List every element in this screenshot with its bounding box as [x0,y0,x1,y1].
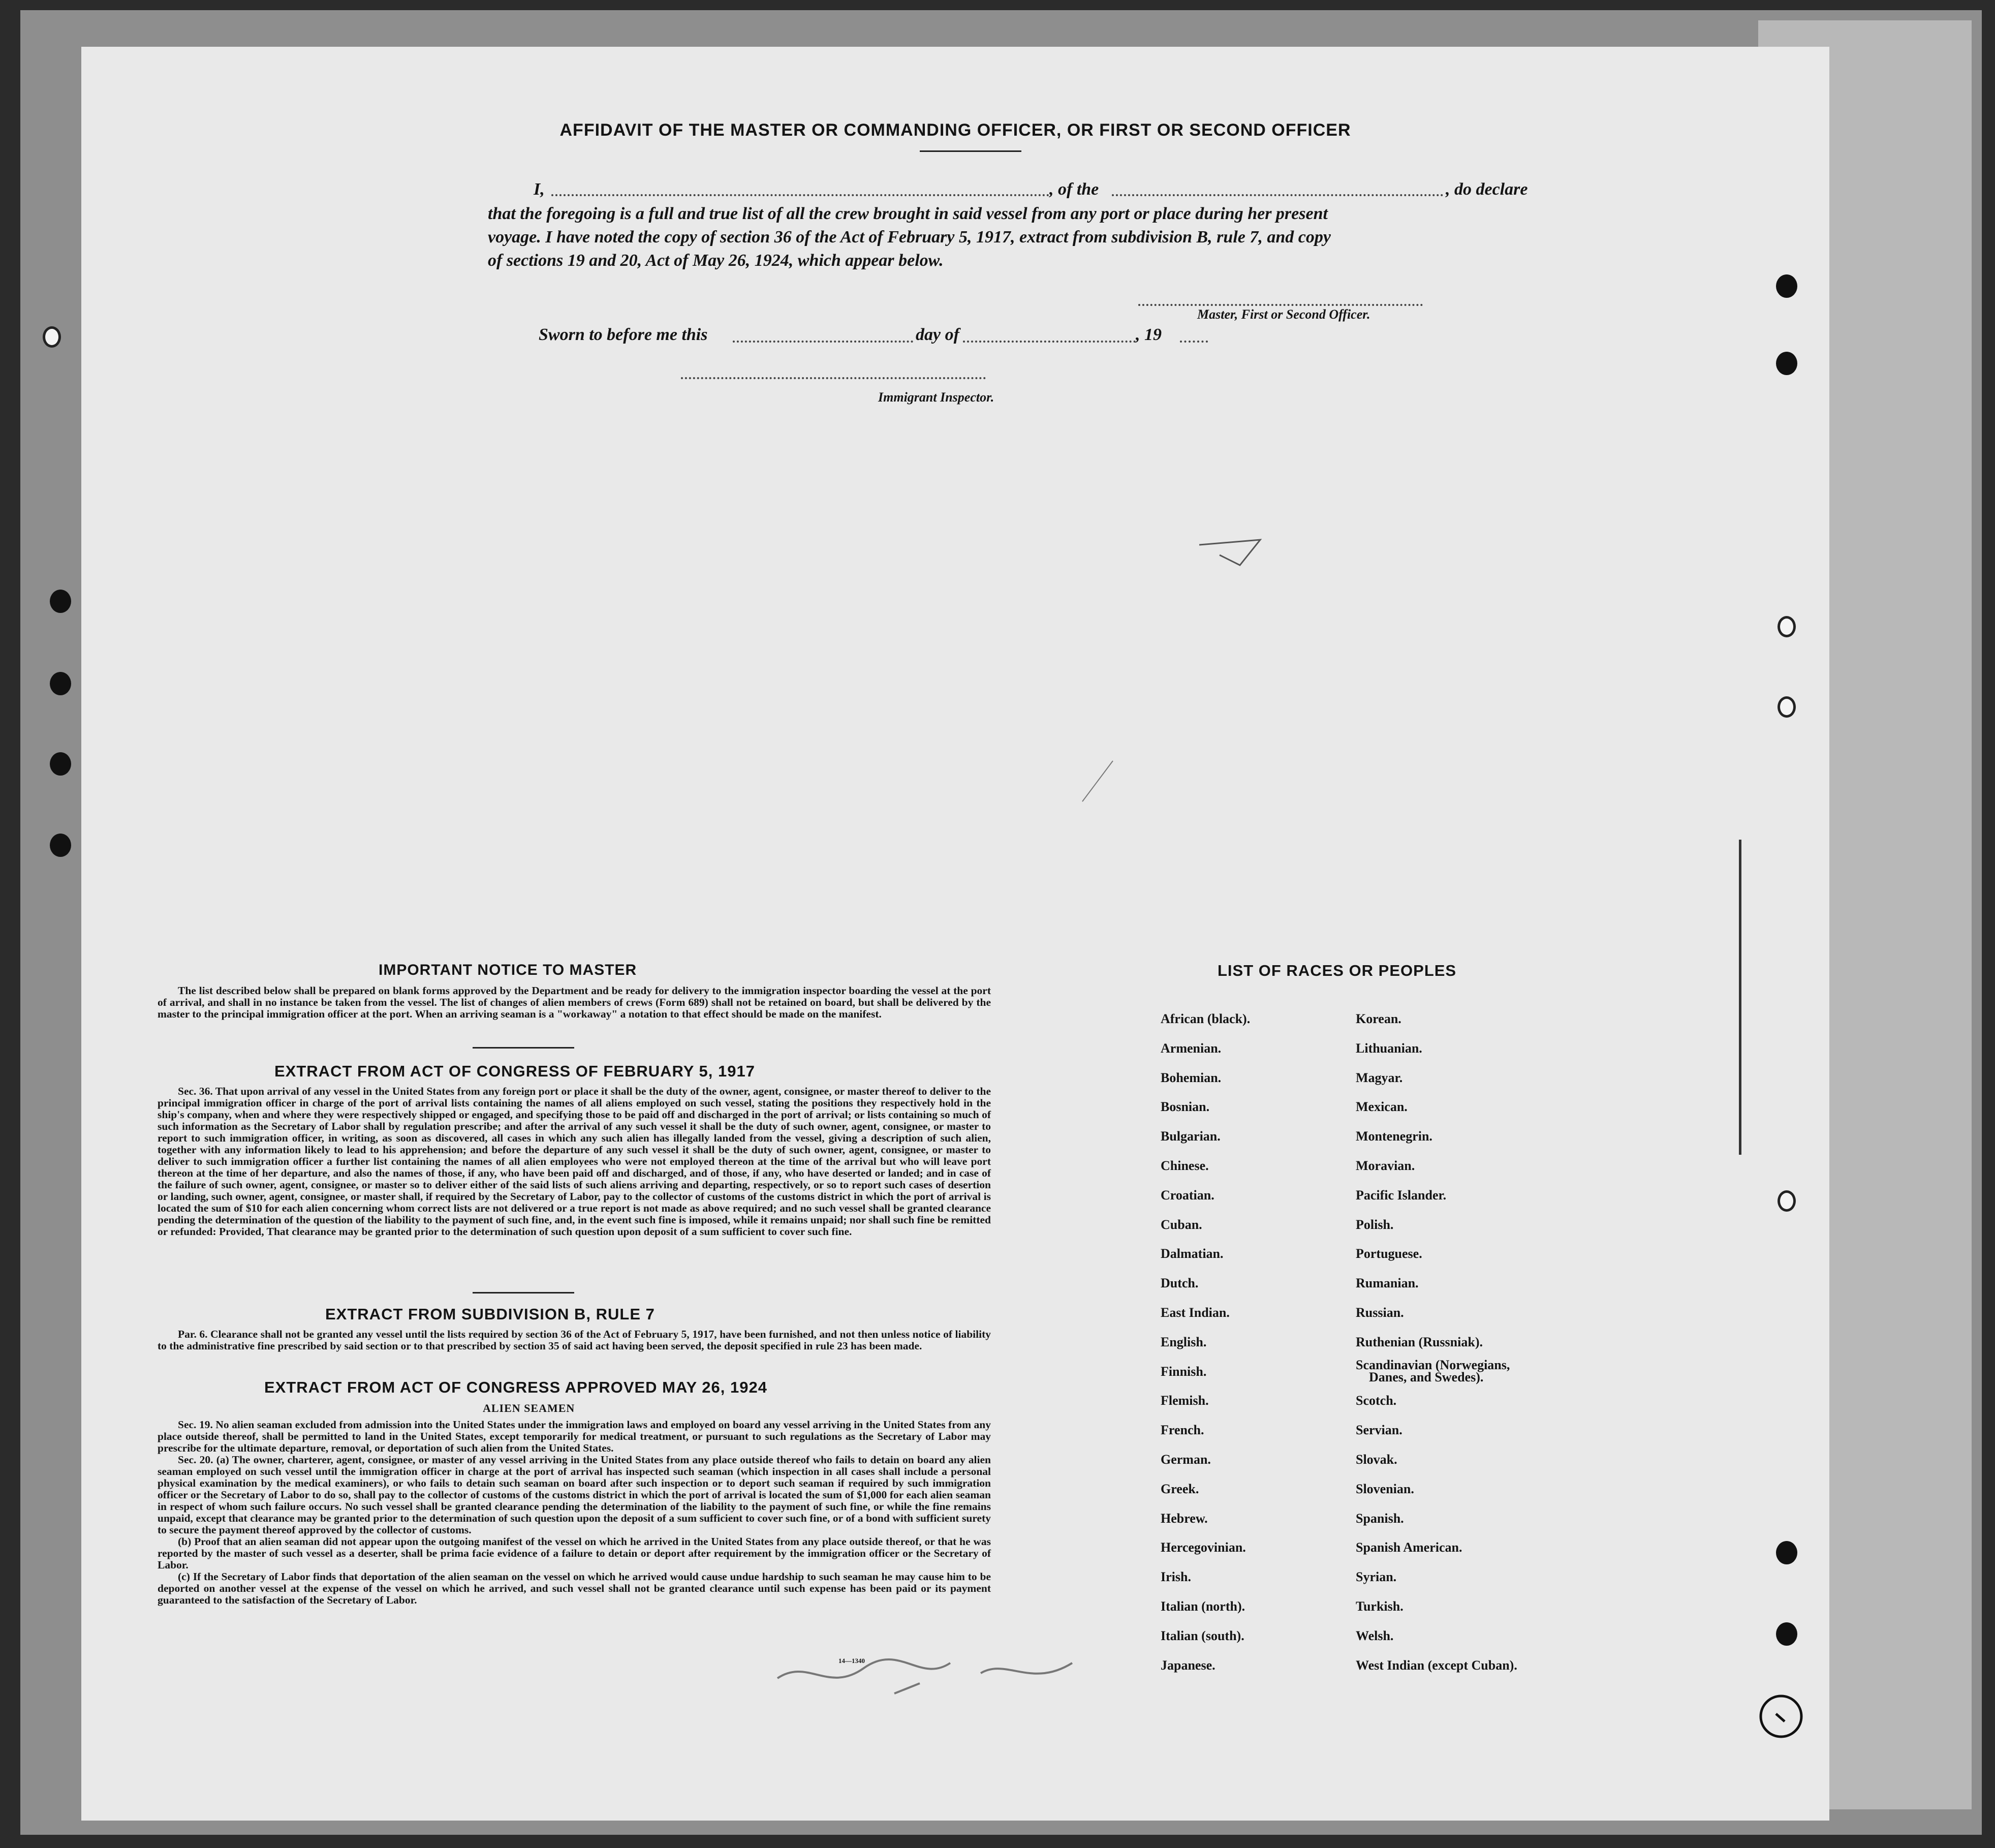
race-item: Armenian. [1161,1040,1222,1056]
race-item: Hebrew. [1161,1511,1208,1526]
race-item: Moravian. [1356,1158,1415,1173]
section-36-paragraph: Sec. 36. That upon arrival of any vessel in the United States from any foreign port or place it shall be the duty of the owner, agent, consignee, or master thereof to deliver to the principal immigration officer in charge of the port of arrival lists containing the names of all aliens employed on such vessel, stating the positions they respectively hold in the ship's company, when and where they were respectively shipped or engaged, and specifying those to be paid off and discharged in the port of arrival; or lists containing so much of such information as the Secretary of Labor shall by regulation prescribe; and after the arrival of any such vessel it shall be the duty of such owner, agent, consignee, or master to report to such immigration officer, in writing, as soon as discovered, all cases in which any such alien has illegally landed from the vessel, giving a description of such alien, together with any information likely to lead to his apprehension; and before the departure of any such vessel it shall be the duty of such owner, agent, consignee, or master to deliver to such immigration officer a further list containing the names of all alien employees who were not employed thereon at the time of the arrival but who will leave port thereon at the time of her departure, and also the names of those, if any, who have been paid off and discharged, and of those, if any, who have deserted or landed; and in case of the failure of such owner, agent, consignee, or master so to deliver either of the said lists of such aliens arriving and departing, respectively, or so to report such cases of desertion or landing, such owner, agent, consignee, or master shall, if required by the Secretary of Labor, pay to the collector of customs of the customs district in which the port of arrival is located the sum of $10 for each alien concerning whom correct lists are not delivered or a true report is not made as above required; and no such vessel shall be granted clearance pending the determination of the question of the liability to the payment of such fine, and, in the event such fine is imposed, while it remains unpaid; nor shall such fine be remitted or refunded: Provided, That clearance may be granted prior to the determination of such question upon deposit of a sum sufficient to cover such fine. [158,1085,991,1238]
binder-hole-icon [1776,274,1797,298]
binder-hole-icon [1778,616,1796,637]
race-item: Spanish American. [1356,1540,1462,1555]
binder-hole-icon [1776,352,1797,375]
race-item: Dutch. [1161,1276,1199,1291]
sworn-prefix: Sworn to before me this [539,325,708,344]
race-item: French. [1161,1423,1204,1438]
race-item: Chinese. [1161,1158,1209,1173]
race-item: Hercegovinian. [1161,1540,1246,1555]
race-item: Finnish. [1161,1364,1207,1379]
sworn-day-of: day of [916,325,959,344]
race-item: Italian (north). [1161,1599,1245,1614]
race-item: Irish. [1161,1569,1191,1585]
extract-1917-title: EXTRACT FROM ACT OF CONGRESS OF FEBRUARY 5, 1917 [274,1062,755,1080]
race-item: West Indian (except Cuban). [1356,1657,1517,1673]
race-item: Bohemian. [1161,1070,1222,1085]
section-20a-paragraph: Sec. 20. (a) The owner, charterer, agent, consignee, or master of any vessel arriving in the United States from any place outside thereof who fails to detain on board any alien seaman employed on such vessel until the immigration officer in charge at the port of arrival has inspected such seaman (which inspection in all cases shall include a personal physical examination by the medical examiners), or who fails to detain such seaman on board after such inspection or to deport such seaman if required by such immigration officer or the Secretary of Labor to do so, shall pay to the collector of customs of the customs district in which the port of arrival is located the sum of $1,000 for each alien seaman in respect of whom such failure occurs. No such vessel shall be granted clearance pending the determination of the liability to the payment of such fine, or while the fine remains unpaid, except that clearance may be granted prior to the determination of such question upon the deposit of a sum sufficient to cover such fine, or of a bond with sufficient surety to secure the payment thereof approved by the collector of customs. [158,1454,991,1536]
inspector-caption: Immigrant Inspector. [878,390,994,405]
binder-hole-icon [50,590,71,613]
sworn-year-blank [1180,341,1208,343]
page-edge-mark [1739,840,1741,1155]
race-item: Portuguese. [1356,1246,1422,1261]
race-item: Slovak. [1356,1452,1397,1467]
sworn-day-blank [733,341,913,343]
race-item: Montenegrin. [1356,1129,1432,1144]
section-20c-paragraph: (c) If the Secretary of Labor finds that deportation of the alien seaman on the vessel on which he arrived would cause undue hardship to such seaman he may cause him to be deported on another vessel at the expense of the vessel on which he arrived, and such vessel shall not be granted clearance until such expense has been paid or its payment guaranteed to the satisfaction of the Secretary of Labor. [158,1570,991,1606]
vessel-blank [1112,194,1443,196]
binder-hole-icon [1778,1190,1796,1212]
notice-paragraph: The list described below shall be prepared on blank forms approved by the Department and be ready for delivery to the immigration inspector boarding the vessel at the port of arrival, and shall in no instance be taken from the vessel. The list of changes of alien members of crews (Form 689) shall not be retained on board, but shall be delivered by the master to the principal immigration officer at the port. When an arriving seaman is a "workaway" a notation to that effect should be made on the manifest. [158,984,991,1020]
section-rule [473,1292,574,1293]
sworn-month-blank [963,341,1136,343]
binder-hole-icon [43,326,61,348]
inspector-signature-line [681,377,986,379]
rule-7-paragraph: Par. 6. Clearance shall not be granted any vessel until the lists required by section 36 of the Act of February 5, 1917, have been furnished, and not then unless notice of liability to the administrative fine prescribed by said section or to that prescribed by section 35 of said act having been served, the deposit specified in rule 23 has been made. [158,1328,991,1352]
race-item: Mexican. [1356,1099,1408,1115]
binder-hole-icon [50,672,71,695]
races-title: LIST OF RACES OR PEOPLES [1218,962,1457,979]
pencil-mark-icon [1199,535,1281,591]
binder-hole-icon [50,834,71,857]
race-item: Bosnian. [1161,1099,1210,1115]
affidavit-line-4: of sections 19 and 20, Act of May 26, 1924, which appear below. [488,251,944,270]
race-item: Magyar. [1356,1070,1403,1085]
race-item: Slovenian. [1356,1481,1414,1496]
signature-caption: Master, First or Second Officer. [1197,307,1370,322]
affidavit-of-the: , of the [1049,180,1099,199]
race-item: Greek. [1161,1481,1199,1496]
name-blank [551,194,1049,196]
binder-hole-icon [50,752,71,776]
race-item: Turkish. [1356,1599,1404,1614]
section-20b-paragraph: (b) Proof that an alien seaman did not appear upon the outgoing manifest of the vessel on which he arrived in the United States from any place outside thereof, or that he was reported by the master of such vessel as a deserter, shall be prima facie evidence of a failure to detain or deport after requirement by the immigration officer or the Secretary of Labor. [158,1535,991,1571]
affidavit-line-2: that the foregoing is a full and true list of all the crew brought in said vessel from any port or place during her present [488,204,1328,223]
race-item: Polish. [1356,1217,1394,1232]
race-item: Welsh. [1356,1628,1394,1643]
extract-1917-text [158,1086,991,1238]
race-item: Ruthenian (Russniak). [1356,1334,1483,1349]
circled-mark-icon [1753,1688,1809,1744]
race-item: Cuban. [1161,1217,1202,1232]
race-item: Servian. [1356,1423,1402,1438]
handwriting-mark-icon [767,1648,1123,1704]
race-item: Scandinavian (Norwegians, Danes, and Swedes). [1356,1357,1510,1384]
race-item: Flemish. [1161,1393,1209,1408]
race-item: Croatian. [1161,1187,1214,1203]
rule-7-title: EXTRACT FROM SUBDIVISION B, RULE 7 [325,1305,655,1323]
notice-text [158,985,991,1020]
alien-seamen-subtitle: ALIEN SEAMEN [483,1402,575,1414]
signature-line [1138,304,1423,306]
extract-1924-text [158,1419,991,1606]
form-page [81,47,1829,1821]
affidavit-declare: , do declare [1446,180,1528,199]
race-item: Syrian. [1356,1569,1397,1585]
race-item: Rumanian. [1356,1276,1419,1291]
binder-hole-icon [1778,696,1796,718]
race-item: Italian (south). [1161,1628,1244,1643]
race-item: Dalmatian. [1161,1246,1224,1261]
race-item: Scotch. [1356,1393,1397,1408]
sworn-year: , 19 [1136,325,1162,344]
race-item: Japanese. [1161,1657,1215,1673]
section-rule [473,1047,574,1049]
title-rule [920,150,1021,152]
extract-1924-title: EXTRACT FROM ACT OF CONGRESS APPROVED MAY 26, 1924 [264,1378,767,1396]
race-item: German. [1161,1452,1211,1467]
race-item: African (black). [1161,1011,1251,1026]
binder-hole-icon [1776,1622,1797,1646]
binder-hole-icon [1776,1541,1797,1564]
race-item: English. [1161,1334,1207,1349]
form-number: 14—1340 [838,1657,865,1665]
race-item: Korean. [1356,1011,1401,1026]
race-item: Bulgarian. [1161,1129,1221,1144]
affidavit-title: AFFIDAVIT OF THE MASTER OR COMMANDING OFFICER, OR FIRST OR SECOND OFFICER [559,120,1351,140]
affidavit-line-3: voyage. I have noted the copy of section 36 of the Act of February 5, 1917, extract from subdivision B, rule 7, and copy [488,228,1331,247]
race-item: Pacific Islander. [1356,1187,1447,1203]
rule-7-text [158,1329,991,1352]
affidavit-i: I, [534,180,545,199]
notice-title: IMPORTANT NOTICE TO MASTER [379,962,637,978]
race-item: East Indian. [1161,1305,1230,1320]
section-19-paragraph: Sec. 19. No alien seaman excluded from admission into the United States under the immigration laws and employed on board any vessel arriving in the United States from any place outside thereof, shall be permitted to land in the United States, except temporarily for medical treatment, or pursuant to such regulations as the Secretary of Labor may prescribe for the ultimate departure, removal, or deportation of such alien from the United States. [158,1419,991,1454]
race-item: Russian. [1356,1305,1404,1320]
stray-mark-icon [1077,758,1118,804]
race-item: Lithuanian. [1356,1040,1422,1056]
race-item: Spanish. [1356,1511,1404,1526]
